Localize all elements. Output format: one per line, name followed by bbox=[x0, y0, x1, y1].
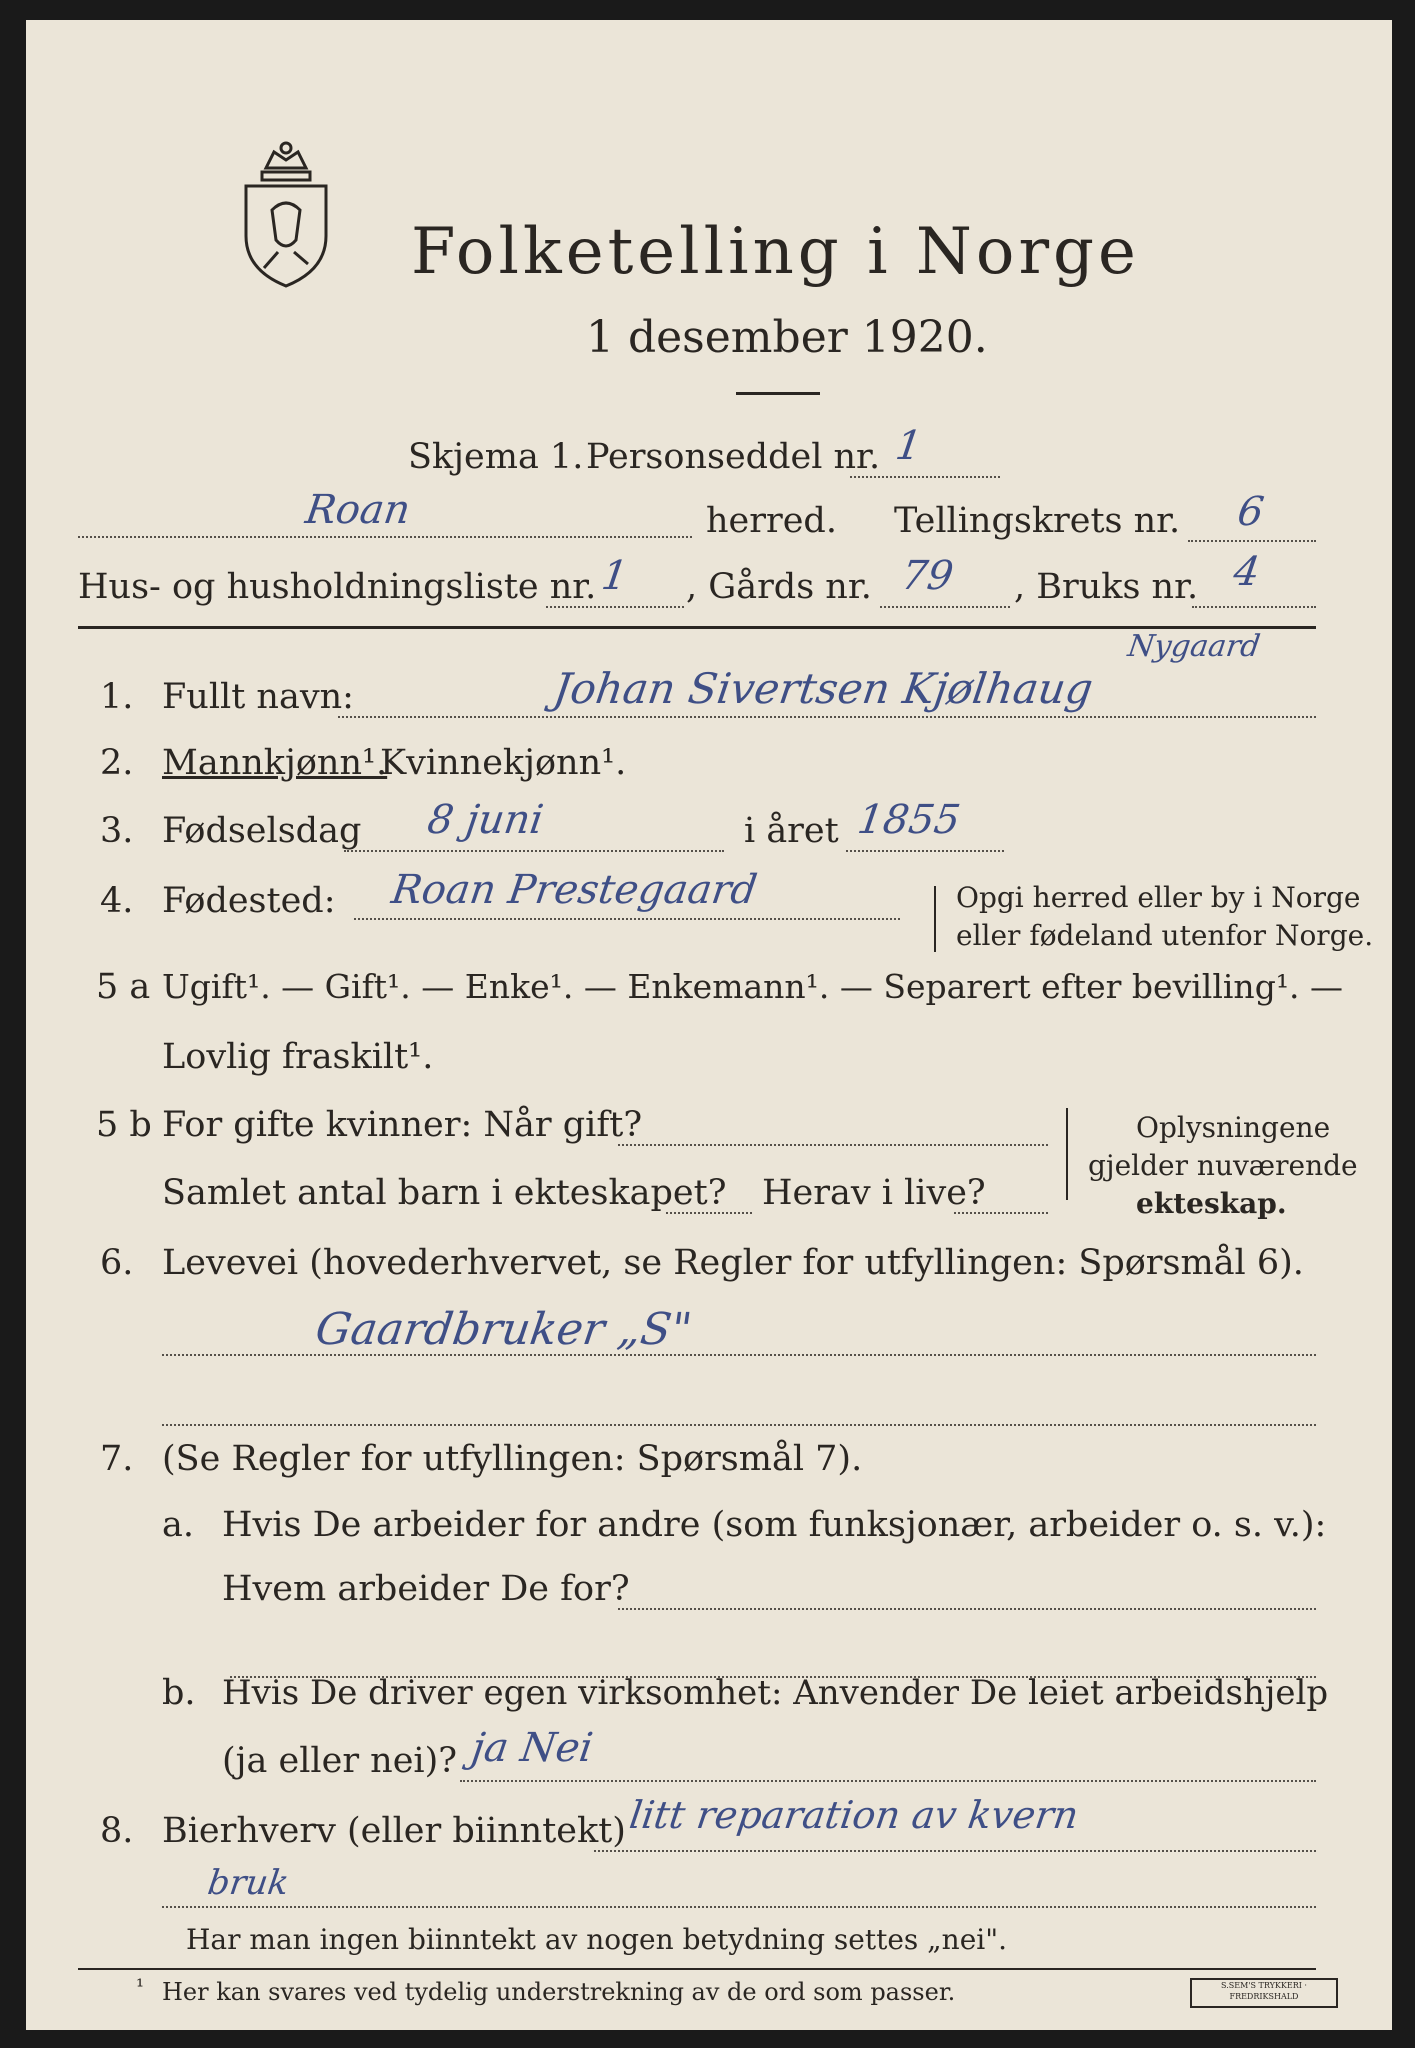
schema-label: Skjema 1. bbox=[408, 437, 584, 477]
q4-note-line1: Opgi herred eller by i Norge bbox=[956, 881, 1361, 914]
q5b-note-line3: ekteskap. bbox=[1136, 1187, 1287, 1220]
q7a-letter: a. bbox=[162, 1505, 194, 1545]
q3-year-label: i året bbox=[744, 811, 839, 851]
q7a-field-line1 bbox=[618, 1608, 1316, 1610]
q5a-options-line1: Ugift¹. — Gift¹. — Enke¹. — Enkemann¹. — Separert efter bevilling¹. — bbox=[162, 967, 1344, 1006]
q8-field-line2 bbox=[162, 1906, 1316, 1908]
census-form-page bbox=[26, 20, 1392, 2030]
q1-label: Fullt navn: bbox=[162, 677, 354, 717]
q3-number: 3. bbox=[100, 811, 134, 851]
q4-note-line2: eller fødeland utenfor Norge. bbox=[956, 919, 1374, 952]
q4-number: 4. bbox=[100, 881, 134, 921]
husliste-label: Hus- og husholdningsliste nr. bbox=[78, 567, 597, 607]
q7b-line2: (ja eller nei)? bbox=[222, 1741, 458, 1781]
footnote-text: Her kan svares ved tydelig understrekning av de ord som passer. bbox=[162, 1978, 956, 2006]
q6-label: Levevei (hovederhvervet, se Regler for utfyllingen: Spørsmål 6). bbox=[162, 1243, 1304, 1283]
q8-field-line1 bbox=[594, 1850, 1316, 1852]
bruks-label: , Bruks nr. bbox=[1014, 567, 1199, 607]
q7b-field-line bbox=[460, 1780, 1316, 1782]
husliste-value: 1 bbox=[598, 553, 631, 599]
q8-value-line2: bruk bbox=[205, 1863, 292, 1903]
q2-male-option: Mannkjønn¹. bbox=[162, 743, 388, 783]
personseddel-value: 1 bbox=[892, 423, 925, 469]
q3-label: Fødselsdag bbox=[162, 811, 362, 851]
q5b-note-brace bbox=[1066, 1108, 1068, 1200]
q5b-note-line1: Oplysningene bbox=[1136, 1111, 1331, 1144]
q5b-number: 5 b bbox=[96, 1105, 152, 1145]
tellingskrets-value: 6 bbox=[1234, 489, 1267, 535]
gards-label: , Gårds nr. bbox=[686, 567, 872, 607]
q3-year-value: 1855 bbox=[854, 797, 964, 843]
q4-note-brace bbox=[934, 886, 936, 952]
q1-field-line bbox=[338, 716, 1316, 718]
q5a-number: 5 a bbox=[96, 967, 151, 1007]
q5b-barn-field-line bbox=[666, 1212, 752, 1214]
q1-number: 1. bbox=[100, 677, 134, 717]
printer-stamp bbox=[1190, 1978, 1338, 2008]
form-date: 1 desember 1920. bbox=[586, 312, 988, 363]
personseddel-label: Personseddel nr. bbox=[586, 437, 881, 477]
personseddel-field-line bbox=[850, 476, 1000, 478]
q4-value: Roan Prestegaard bbox=[388, 867, 760, 913]
q7-number: 7. bbox=[100, 1439, 134, 1479]
q4-label: Fødested: bbox=[162, 881, 336, 921]
q6-field-line1 bbox=[162, 1354, 1316, 1356]
q7b-letter: b. bbox=[162, 1673, 196, 1713]
q5b-label3: Herav i live? bbox=[762, 1173, 986, 1213]
gards-value: 79 bbox=[898, 553, 957, 599]
q3-field-line bbox=[344, 850, 724, 852]
footer-separator bbox=[78, 1968, 1316, 1970]
q5a-options-line2: Lovlig fraskilt¹. bbox=[162, 1037, 434, 1077]
q7a-line1: Hvis De arbeider for andre (som funksjonær, arbeider o. s. v.): bbox=[222, 1505, 1327, 1545]
q5b-gift-field-line bbox=[618, 1144, 1048, 1146]
footnote-mark: ¹ bbox=[136, 1974, 145, 1998]
q7b-line1: Hvis De driver egen virksomhet: Anvender De leiet arbeidshjelp bbox=[222, 1673, 1329, 1713]
title-divider bbox=[736, 392, 820, 395]
printer-stamp-text: S.SEM'S TRYKKERI · FREDRIKSHALD bbox=[1221, 1981, 1307, 2001]
q7a-line2: Hvem arbeider De for? bbox=[222, 1569, 630, 1609]
q8-value-line1: litt reparation av kvern bbox=[626, 1793, 1082, 1837]
q5b-label1: For gifte kvinner: Når gift? bbox=[162, 1105, 643, 1145]
q6-value: Gaardbruker „S" bbox=[312, 1304, 695, 1355]
q8-label: Bierhverv (eller biinntekt) bbox=[162, 1811, 626, 1851]
tellingskrets-label: Tellingskrets nr. bbox=[894, 501, 1181, 541]
q8-note: Har man ingen biinntekt av nogen betydning settes „nei". bbox=[186, 1923, 1008, 1956]
q6-number: 6. bbox=[100, 1243, 134, 1283]
norway-coat-of-arms-icon bbox=[234, 140, 338, 290]
form-title: Folketelling i Norge bbox=[411, 215, 1140, 289]
q7b-value: ja Nei bbox=[468, 1725, 596, 1771]
bruks-value: 4 bbox=[1230, 549, 1263, 595]
q5b-note-line2: gjelder nuværende bbox=[1088, 1149, 1358, 1182]
q5b-ilive-field-line bbox=[954, 1212, 1048, 1214]
q2-female-option: Kvinnekjønn¹. bbox=[380, 743, 627, 783]
q4-field-line bbox=[354, 918, 900, 920]
herred-field-line bbox=[78, 536, 692, 538]
herred-value: Roan bbox=[302, 487, 414, 533]
q6-field-line2 bbox=[162, 1424, 1316, 1426]
tellingskrets-field-line bbox=[1188, 540, 1316, 542]
q2-number: 2. bbox=[100, 743, 134, 783]
herred-label: herred. bbox=[706, 501, 837, 541]
q3-year-field-line bbox=[846, 850, 1004, 852]
q5b-label2: Samlet antal barn i ekteskapet? bbox=[162, 1173, 727, 1213]
gards-field-line bbox=[880, 606, 1010, 608]
q7-label: (Se Regler for utfyllingen: Spørsmål 7). bbox=[162, 1439, 863, 1479]
q8-number: 8. bbox=[100, 1811, 134, 1851]
q1-value-correction: Nygaard bbox=[1125, 629, 1263, 664]
q3-value: 8 juni bbox=[424, 797, 547, 843]
q1-value: Johan Sivertsen Kjølhaug bbox=[550, 664, 1096, 713]
husliste-field-line bbox=[546, 606, 684, 608]
bruks-field-line bbox=[1192, 606, 1316, 608]
